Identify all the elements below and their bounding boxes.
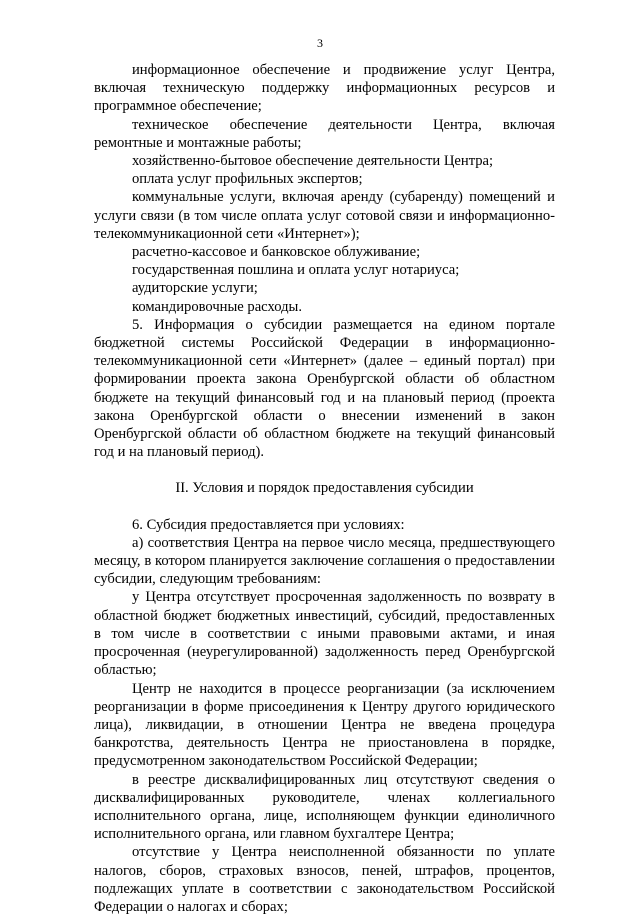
paragraph-info-support: информационное обеспечение и продвижение услуг Центра, включая техническую поддержку информационных ресурсов и программное обеспечение; bbox=[94, 62, 555, 115]
paragraph-technical-support: техническое обеспечение деятельности Центра, включая ремонтные и монтажные работы; bbox=[94, 116, 555, 151]
paragraph-no-reorganization: Центр не находится в процессе реорганизации (за исключением реорганизации в форме присоединения к Центру другого юридического лица), ликвидации, в отношении Центра не введена процедура банкротства, деятельность Центра не приостановлена в порядке, предусмотренном законодательством Российской Федерации; bbox=[94, 680, 555, 770]
paragraph-item-5: 5. Информация о субсидии размещается на едином портале бюджетной системы Российской Федерации в информационно-телекоммуникационной сети «Интернет» (далее – единый портал) при формировании проекта закона Оренбургской области об областном бюджете на текущий финансовый год и на плановый период (проекта закона Оренбургской области о внесении изменений в закон Оренбургской области об областном бюджете на текущий финансовый год и на плановый период). bbox=[94, 316, 555, 461]
paragraph-item-6a: а) соответствия Центра на первое число месяца, предшествующего месяцу, в котором планируется заключение соглашения о предоставлении субсидии, следующим требованиям: bbox=[94, 534, 555, 588]
paragraph-audit: аудиторские услуги; bbox=[132, 280, 258, 297]
paragraph-no-tax-obligations: отсутствие у Центра неисполненной обязанности по уплате налогов, сборов, страховых взносов, пеней, штрафов, процентов, подлежащих уплате в соответствии с законодательством Российской Федерации о налогах и сборах; bbox=[94, 844, 555, 915]
page-number: 3 bbox=[317, 36, 323, 50]
paragraph-experts: оплата услуг профильных экспертов; bbox=[132, 171, 363, 188]
section-heading: II. Условия и порядок предоставления субсидии bbox=[175, 480, 474, 497]
paragraph-banking: расчетно-кассовое и банковское облуживание; bbox=[132, 244, 421, 261]
document-body bbox=[94, 61, 555, 916]
paragraph-household: хозяйственно-бытовое обеспечение деятельности Центра; bbox=[132, 153, 494, 170]
paragraph-disqualified-registry: в реестре дисквалифицированных лиц отсутствуют сведения о дисквалифицированных руководителе, членах коллегиального исполнительного органа, лице, исполняющем функции единоличного исполнительного органа, или главном бухгалтере Центра; bbox=[94, 771, 555, 843]
paragraph-utilities: коммунальные услуги, включая аренду (субаренду) помещений и услуги связи (в том числе оплата услуг сотовой связи и информационно-телекоммуникационной сети «Интернет»); bbox=[94, 189, 555, 242]
paragraph-state-duty: государственная пошлина и оплата услуг нотариуса; bbox=[132, 262, 460, 279]
paragraph-no-debt: у Центра отсутствует просроченная задолженность по возврату в областной бюджет бюджетных инвестиций, субсидий, предоставленных в том числе в соответствии с иными правовыми актами, и иная просроченная (неурегулированной) задолженность перед Оренбургской областью; bbox=[94, 589, 555, 679]
paragraph-item-6: 6. Субсидия предоставляется при условиях: bbox=[132, 516, 405, 533]
paragraph-travel: командировочные расходы. bbox=[132, 298, 302, 315]
